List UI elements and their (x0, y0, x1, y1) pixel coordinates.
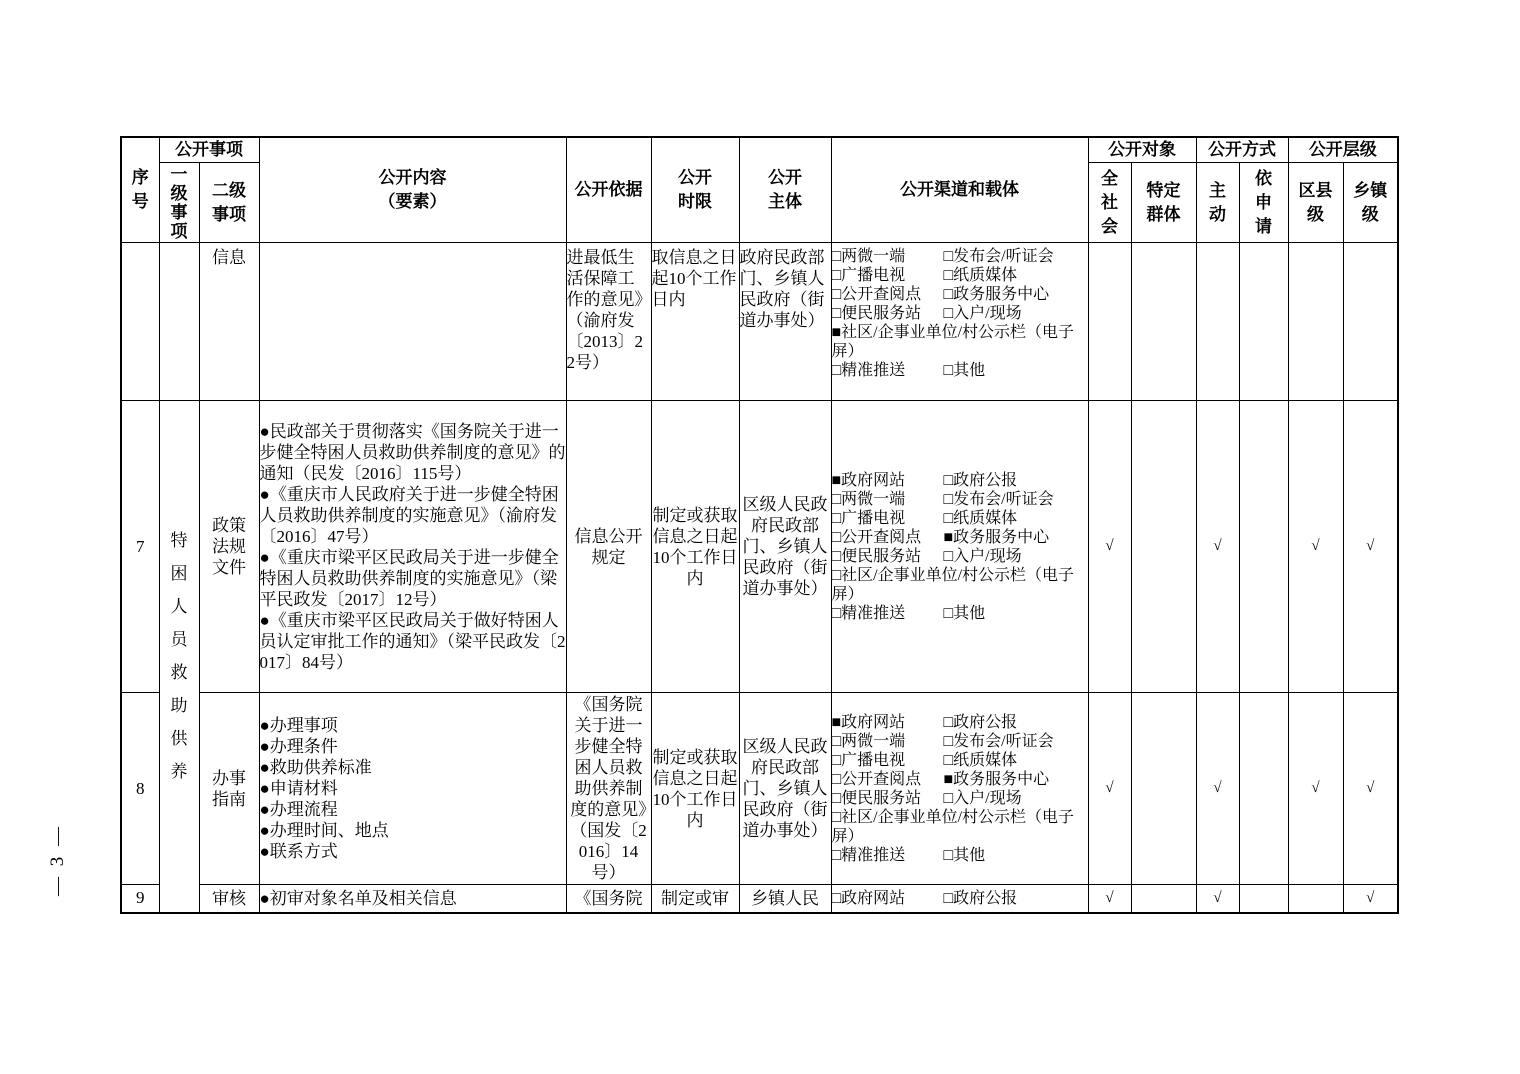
content-bullet-item: ●办理条件 (259, 737, 338, 756)
channel-line (832, 471, 1088, 490)
checkbox-unchecked-option: □政府公报 (943, 471, 1018, 489)
cell-mark-town (1343, 243, 1398, 401)
channel-line (832, 770, 1088, 789)
cell-level2: 政策法规文件 (199, 401, 259, 693)
checkbox-unchecked-option: □入户/现场 (943, 305, 1022, 322)
cell-serial (121, 243, 159, 401)
channel-line (832, 266, 1088, 285)
cell-channels (831, 885, 1088, 913)
header-subject: 公开主体 (739, 137, 831, 243)
checkbox-unchecked-option: □便民服务站 (831, 305, 922, 322)
cell-level2: 信息 (199, 243, 259, 401)
cell-channels (831, 401, 1088, 693)
checkbox-checked-option: ■政府网站 (831, 471, 906, 489)
channel-line (832, 247, 1088, 266)
checkbox-unchecked-option: □广播电视 (831, 751, 906, 769)
cell-basis: 《国务院关于进一步健全特困人员救助供养制度的意见》（国发〔2016〕14号） (566, 693, 651, 885)
header-group-items: 公开事项 (159, 137, 259, 163)
cell-mark-district (1288, 885, 1343, 913)
channel-line (832, 304, 1088, 323)
content-bullet-item: ●民政部关于贯彻落实《国务院关于进一步健全特困人员救助供养制度的意见》的通知（民发〔2016〕115号） (259, 421, 566, 483)
cell-mark-district: √ (1288, 693, 1343, 885)
checkbox-unchecked-option: □纸质媒体 (943, 751, 1018, 769)
header-row-groups (121, 137, 1398, 163)
cell-mark-active: √ (1196, 401, 1239, 693)
checkbox-unchecked-option: □政务服务中心 (943, 286, 1050, 303)
cell-level2: 审核 (199, 885, 259, 913)
checkbox-unchecked-option: □发布会/听证会 (943, 490, 1054, 508)
checkbox-checked-option: ■政府网站 (831, 713, 906, 731)
channel-line (832, 713, 1088, 732)
cell-mark-on-request (1239, 693, 1288, 885)
cell-subject: 区级人民政府民政部门、乡镇人民政府（街道办事处） (739, 401, 831, 693)
cell-mark-active: √ (1196, 885, 1239, 913)
header-district-level: 区县级 (1288, 163, 1343, 243)
header-level1: 一级事项 (159, 163, 199, 243)
cell-mark-on-request (1239, 401, 1288, 693)
header-level2: 二级事项 (199, 163, 259, 243)
header-serial: 序号 (121, 137, 159, 243)
cell-time: 取信息之日起10个工作日内 (651, 243, 739, 401)
content-bullet-item: ●联系方式 (259, 842, 338, 861)
header-group-method: 公开方式 (1196, 137, 1288, 163)
table-row-continuation (121, 243, 1398, 401)
channel-line (832, 604, 1088, 623)
header-all-society: 全社会 (1088, 163, 1131, 243)
cell-mark-town: √ (1343, 693, 1398, 885)
cell-content (259, 885, 566, 913)
checkbox-unchecked-option: □政府公报 (943, 713, 1018, 731)
header-content (259, 137, 566, 243)
cell-content (259, 693, 566, 885)
header-group-audience: 公开对象 (1088, 137, 1196, 163)
channel-line (832, 547, 1088, 566)
checkbox-unchecked-option: □精准推送 (831, 604, 906, 622)
checkbox-unchecked-option: □纸质媒体 (943, 509, 1018, 527)
cell-time: 制定或审 (651, 885, 739, 913)
checkbox-unchecked-option: □其他 (943, 604, 986, 622)
channel-line (832, 889, 1088, 908)
channel-line (832, 490, 1088, 509)
header-channel: 公开渠道和载体 (831, 137, 1088, 243)
table-row-9 (121, 885, 1398, 913)
channel-line (832, 732, 1088, 751)
cell-mark-specific-group (1131, 401, 1196, 693)
cell-mark-all-society: √ (1088, 885, 1131, 913)
cell-mark-town: √ (1343, 885, 1398, 913)
cell-mark-district (1288, 243, 1343, 401)
checkbox-unchecked-option: □公开查阅点 (831, 528, 922, 546)
cell-mark-active: √ (1196, 693, 1239, 885)
checkbox-unchecked-option: □两微一端 (831, 248, 906, 265)
table-row-8 (121, 693, 1398, 885)
checkbox-unchecked-option: □公开查阅点 (831, 286, 922, 303)
checkbox-unchecked-option: □社区/企事业单位/村公示栏（电子屏） (831, 566, 1075, 603)
checkbox-unchecked-option: □政府公报 (943, 889, 1018, 907)
content-bullet-item: ●《重庆市梁平区民政局关于做好特困人员认定审批工作的通知》（梁平民政发〔2017〕84号） (259, 610, 566, 672)
checkbox-unchecked-option: □广播电视 (831, 509, 906, 527)
cell-mark-specific-group (1131, 885, 1196, 913)
header-town-level: 乡镇级 (1343, 163, 1398, 243)
content-bullet-item: ●救助供养标准 (259, 758, 372, 777)
channel-line (832, 808, 1088, 846)
header-on-request: 依申请 (1239, 163, 1288, 243)
content-bullet-item: ●《重庆市梁平区民政局关于进一步健全特困人员救助供养制度的实施意见》（梁平民政发〔2017〕12号） (259, 547, 559, 609)
checkbox-unchecked-option: □精准推送 (831, 846, 906, 864)
checkbox-unchecked-option: □两微一端 (831, 490, 906, 508)
cell-time: 制定或获取信息之日起10个工作日内 (651, 693, 739, 885)
checkbox-unchecked-option: □其他 (943, 362, 986, 379)
channel-line (832, 751, 1088, 770)
cell-subject: 区级人民政府民政部门、乡镇人民政府（街道办事处） (739, 693, 831, 885)
cell-mark-active (1196, 243, 1239, 401)
content-bullet-item: ●办理流程 (259, 800, 338, 819)
cell-serial: 9 (121, 885, 159, 913)
cell-level1 (159, 243, 199, 401)
cell-mark-all-society: √ (1088, 401, 1131, 693)
cell-mark-all-society (1088, 243, 1131, 401)
header-group-level: 公开层级 (1288, 137, 1398, 163)
cell-mark-on-request (1239, 885, 1288, 913)
channel-line (832, 509, 1088, 528)
header-active: 主动 (1196, 163, 1239, 243)
checkbox-checked-option: ■社区/企事业单位/村公示栏（电子屏） (831, 324, 1075, 360)
cell-channels (831, 243, 1088, 401)
cell-level2: 办事指南 (199, 693, 259, 885)
checkbox-unchecked-option: □其他 (943, 846, 986, 864)
cell-subject: 乡镇人民 (739, 885, 831, 913)
cell-mark-specific-group (1131, 693, 1196, 885)
channel-line (832, 846, 1088, 865)
cell-mark-town: √ (1343, 401, 1398, 693)
content-bullet-item: ●申请材料 (259, 779, 338, 798)
cell-content (259, 401, 566, 693)
header-basis: 公开依据 (566, 137, 651, 243)
header-content-line1: 公开内容 (378, 168, 447, 187)
table-row-7 (121, 401, 1398, 693)
header-specific-group: 特定群体 (1131, 163, 1196, 243)
channel-line (832, 323, 1088, 361)
channel-line (832, 528, 1088, 547)
checkbox-unchecked-option: □纸质媒体 (943, 267, 1018, 284)
header-content-line2: （要素） (378, 192, 447, 211)
cell-basis: 信息公开规定 (566, 401, 651, 693)
checkbox-unchecked-option: □政府网站 (831, 889, 906, 907)
header-time: 公开时限 (651, 137, 739, 243)
cell-mark-specific-group (1131, 243, 1196, 401)
cell-serial: 8 (121, 693, 159, 885)
checkbox-unchecked-option: □公开查阅点 (831, 770, 922, 788)
channel-line (832, 361, 1088, 380)
channel-line (832, 789, 1088, 808)
content-bullet-item: ●办理时间、地点 (259, 821, 389, 840)
cell-mark-district: √ (1288, 401, 1343, 693)
cell-channels (831, 693, 1088, 885)
channel-line (832, 566, 1088, 604)
checkbox-unchecked-option: □社区/企事业单位/村公示栏（电子屏） (831, 808, 1075, 845)
checkbox-checked-option: ■政务服务中心 (943, 770, 1050, 788)
disclosure-table (120, 136, 1399, 914)
cell-mark-on-request (1239, 243, 1288, 401)
cell-serial: 7 (121, 401, 159, 693)
page-number: — 3 — (47, 824, 68, 896)
content-bullet-item: ●《重庆市人民政府关于进一步健全特困人员救助供养制度的实施意见》（渝府发〔2016〕47号） (259, 484, 559, 546)
checkbox-unchecked-option: □发布会/听证会 (943, 732, 1054, 750)
cell-mark-all-society: √ (1088, 693, 1131, 885)
cell-content (259, 243, 566, 401)
channel-line (832, 285, 1088, 304)
content-bullet-item: ●办理事项 (259, 716, 338, 735)
checkbox-unchecked-option: □便民服务站 (831, 789, 922, 807)
cell-basis: 《国务院 (566, 885, 651, 913)
checkbox-unchecked-option: □便民服务站 (831, 547, 922, 565)
checkbox-unchecked-option: □两微一端 (831, 732, 906, 750)
checkbox-unchecked-option: □广播电视 (831, 267, 906, 284)
checkbox-unchecked-option: □入户/现场 (943, 789, 1022, 807)
checkbox-unchecked-option: □入户/现场 (943, 547, 1022, 565)
content-bullet-item: ●初审对象名单及相关信息 (259, 888, 457, 908)
checkbox-unchecked-option: □发布会/听证会 (943, 248, 1054, 265)
cell-level1-merged: 特困人员救助供养 (159, 401, 199, 913)
cell-subject: 政府民政部门、乡镇人民政府（街道办事处） (739, 243, 831, 401)
cell-basis: 进最低生活保障工作的意见》（渝府发〔2013〕22号） (566, 243, 651, 401)
checkbox-checked-option: ■政务服务中心 (943, 528, 1050, 546)
checkbox-unchecked-option: □精准推送 (831, 362, 906, 379)
cell-time: 制定或获取信息之日起10个工作日内 (651, 401, 739, 693)
